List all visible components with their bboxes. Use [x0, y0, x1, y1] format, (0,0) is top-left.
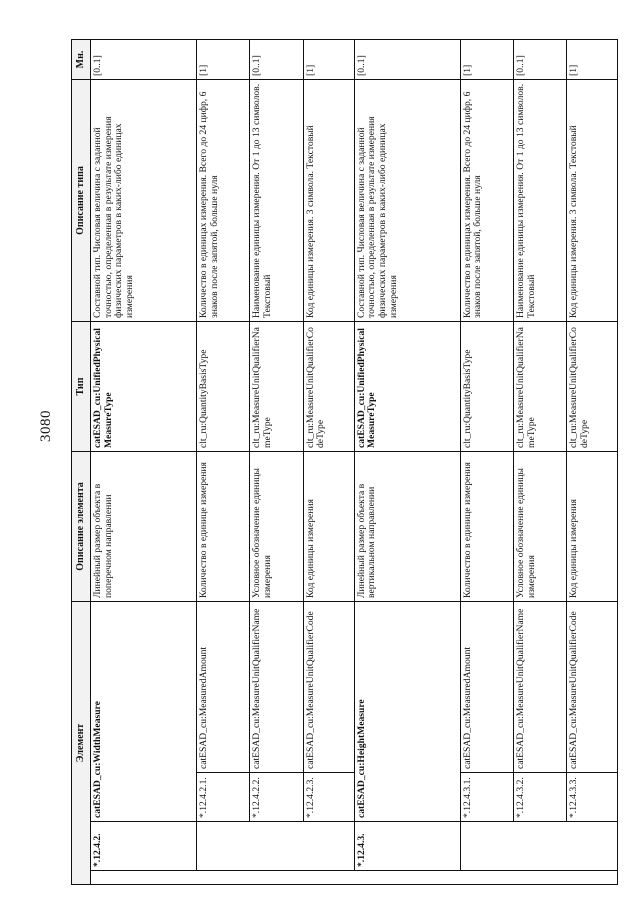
element-spec-table [71, 39, 618, 885]
table-row [513, 40, 566, 885]
element-name: catESAD_cu:MeasureUnitQualifierName [513, 602, 566, 773]
multiplicity: [1] [303, 40, 354, 80]
element-type: clt_ru:MeasureUnitQualifierNameType [250, 322, 303, 452]
table-row [567, 40, 618, 885]
type-description: Количество в единицах измерения. Всего до 24 цифр, 6 знаков после запятой, больше нуля [460, 80, 513, 322]
element-name: catESAD_cu:MeasuredAmount [460, 602, 513, 773]
multiplicity: [0..1] [513, 40, 566, 80]
element-number: *.12.4.2.3. [303, 773, 354, 822]
element-description: Количество в единице измерения [197, 452, 250, 602]
element-name: catESAD_cu:HeightMeasure [354, 602, 460, 822]
type-description: Код единицы измерения. 3 символа. Текстовый [303, 80, 354, 322]
indent-cell [460, 822, 617, 871]
multiplicity: [0..1] [250, 40, 303, 80]
multiplicity: [0..1] [91, 40, 197, 80]
header-multiplicity: Мн. [72, 40, 91, 80]
header-description: Описание элемента [72, 452, 91, 602]
element-name: catESAD_cu:MeasuredAmount [197, 602, 250, 773]
element-description: Линейный размер объекта в поперечном направлении [91, 452, 197, 602]
table-header-row [72, 40, 91, 885]
element-type: clt_ru:QuantityBasisType [460, 322, 513, 452]
multiplicity: [1] [567, 40, 618, 80]
indent-cell [91, 871, 618, 885]
table-row [91, 40, 197, 885]
element-number: *.12.4.3.2. [513, 773, 566, 822]
table-row [303, 40, 354, 885]
element-name: catESAD_cu:MeasureUnitQualifierName [250, 602, 303, 773]
rotated-table-container [71, 40, 618, 885]
element-name: catESAD_cu:WidthMeasure [91, 602, 197, 822]
table-row [250, 40, 303, 885]
element-type: catESAD_cu:UnifiedPhysicalMeasureType [354, 322, 460, 452]
multiplicity: [1] [460, 40, 513, 80]
element-number: *.12.4.3.3. [567, 773, 618, 822]
header-type: Тип [72, 322, 91, 452]
element-number: *.12.4.2. [91, 822, 197, 871]
header-element: Элемент [72, 602, 91, 885]
page-number: 3080 [38, 410, 54, 442]
element-number: *.12.4.2.1. [197, 773, 250, 822]
type-description: Наименование единицы измерения. От 1 до 13 символов. Текстовый [250, 80, 303, 322]
multiplicity: [0..1] [354, 40, 460, 80]
type-description: Наименование единицы измерения. От 1 до 13 символов. Текстовый [513, 80, 566, 322]
multiplicity: [1] [197, 40, 250, 80]
table-row [197, 40, 250, 885]
element-number: *.12.4.2.2. [250, 773, 303, 822]
element-description: Линейный размер объекта в вертикальном направлении [354, 452, 460, 602]
element-description: Условное обозначение единицы измерения [250, 452, 303, 602]
type-description: Составной тип. Числовая величина с заданной точностью, определенная в результате измерения физических параметров в каких-либо единицах измерения [91, 80, 197, 322]
type-description: Код единицы измерения. 3 символа. Текстовый [567, 80, 618, 322]
element-type: clt_ru:MeasureUnitQualifierCodeType [567, 322, 618, 452]
type-description: Составной тип. Числовая величина с заданной точностью, определенная в результате измерения физических параметров в каких-либо единицах измерения [354, 80, 460, 322]
element-type: clt_ru:MeasureUnitQualifierCodeType [303, 322, 354, 452]
header-type-description: Описание типа [72, 80, 91, 322]
indent-cell [197, 822, 354, 871]
element-type: clt_ru:QuantityBasisType [197, 322, 250, 452]
element-name: catESAD_cu:MeasureUnitQualifierCode [567, 602, 618, 773]
table-row [354, 40, 460, 885]
type-description: Количество в единицах измерения. Всего до 24 цифр, 6 знаков после запятой, больше нуля [197, 80, 250, 322]
element-number: *.12.4.3. [354, 822, 460, 871]
element-type: clt_ru:MeasureUnitQualifierNameType [513, 322, 566, 452]
element-type: catESAD_cu:UnifiedPhysicalMeasureType [91, 322, 197, 452]
element-description: Код единицы измерения [567, 452, 618, 602]
table-row [460, 40, 513, 885]
element-name: catESAD_cu:MeasureUnitQualifierCode [303, 602, 354, 773]
element-description: Количество в единице измерения [460, 452, 513, 602]
element-description: Код единицы измерения [303, 452, 354, 602]
element-description: Условное обозначение единицы измерения [513, 452, 566, 602]
element-number: *.12.4.3.1. [460, 773, 513, 822]
